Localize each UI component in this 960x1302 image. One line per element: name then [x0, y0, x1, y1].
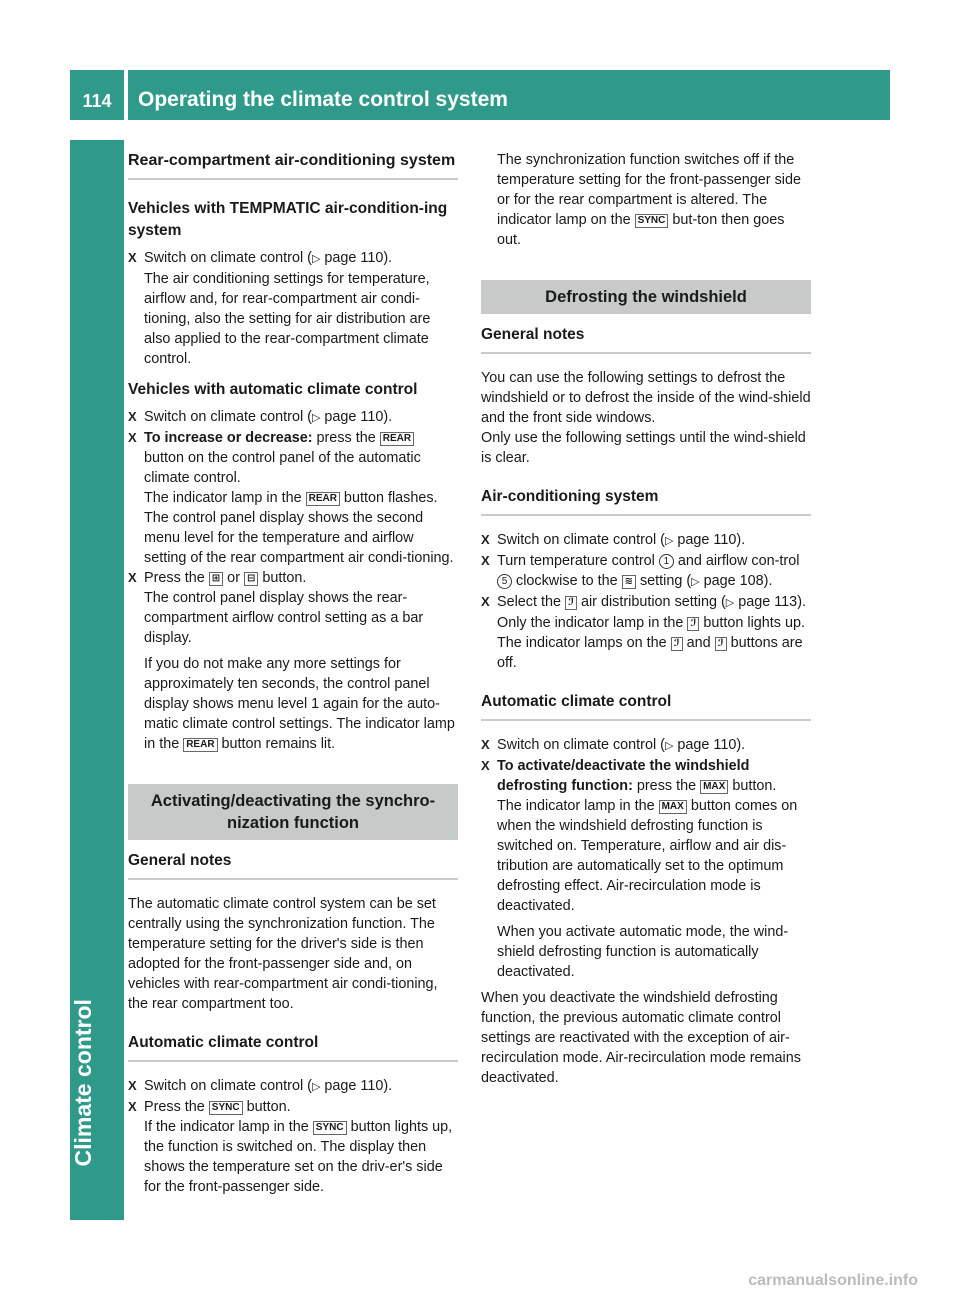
general-notes-p1: You can use the following settings to defrost the windshield or to defrost the inside of the wind-shield and the front side windows.: [481, 370, 811, 426]
page-ref-link[interactable]: page 110).: [324, 250, 393, 266]
control-1-icon: 1: [659, 554, 674, 569]
fan-increase-icon: ⊞: [209, 572, 223, 586]
list-item: X To activate/deactivate the windshield defrosting function: press the MAX button. The indicator lamp in the MAX button comes on when the windshield defrosting function is switched on. Temperature, airflow and air dis-tribution are automatically set to the optimum defrosting effect. Air-recirculation mode is deactivated. When you activate automatic mode, the wind-shield defrosting function is automatically deactivated.: [481, 756, 811, 982]
section-box-sync: Activating/deactivating the synchro-nization function: [128, 784, 458, 840]
list-item: X Press the ⊞ or ⊟ button. The control panel display shows the rear-compartment airflow control setting as a bar display. If you do not make any more settings for approximately ten seconds, the control panel display shows menu level 1 again for the auto-matic climate control settings. The indicator lamp in the REAR button remains lit.: [128, 568, 458, 754]
sync-button-icon: SYNC: [635, 214, 669, 228]
body-vent-icon: ℐ: [715, 637, 727, 651]
air-distribution-icon: ℐ: [687, 617, 699, 631]
list-item: X To increase or decrease: press the REAR button on the control panel of the automatic climate control. The indicator lamp in the REAR button flashes. The control panel display shows the second menu level for the temperature and airflow setting of the rear compartment air condi-tioning.: [128, 428, 458, 568]
heading-ac-system: Air-conditioning system: [481, 486, 811, 516]
page-ref-icon: ▷: [691, 576, 700, 588]
page-ref-link[interactable]: page 110).: [677, 737, 746, 753]
footer-watermark: carmanualsonline.info: [748, 1272, 918, 1289]
page-title: Operating the climate control system: [128, 70, 890, 120]
heading-tempmatic: Vehicles with TEMPMATIC air-condition-ing system: [128, 200, 448, 239]
heading-rear-ac: Rear-compartment air-conditioning system: [128, 150, 458, 180]
air-distribution-icon: ℐ: [565, 596, 577, 610]
rear-button-icon: REAR: [306, 492, 340, 506]
left-column: [128, 150, 458, 1197]
control-5-icon: 5: [497, 574, 512, 589]
list-item: X Turn temperature control 1 and airflow con-trol 5 clockwise to the ≋ setting (▷ page 108).: [481, 551, 811, 592]
list-item: X Switch on climate control (▷ page 110).: [481, 735, 811, 756]
sync-continued-text: The synchronization function switches off if the temperature setting for the front-passenger side or for the rear compartment is altered. The indicator lamp on the SYNC but-ton then goes out.: [497, 152, 801, 248]
list-item: X Switch on climate control (▷ page 110). The air conditioning settings for temperature, airflow and, for rear-compartment air condi-tioning, also the setting for air distribution are also applied to the rear-compartment climate control.: [128, 248, 458, 369]
defrost-icon: ≋: [622, 575, 636, 589]
section-box-defrost: Defrosting the windshield: [481, 280, 811, 314]
page-ref-icon: ▷: [311, 253, 321, 265]
side-tab-label-wrap: [70, 140, 124, 1220]
page-header: [70, 70, 890, 120]
heading-general-notes: General notes: [481, 324, 811, 354]
list-item: X Switch on climate control (▷ page 110).: [128, 1076, 458, 1097]
heading-auto-climate: Vehicles with automatic climate control: [128, 381, 418, 398]
max-defrost-icon: MAX: [659, 800, 687, 814]
heading-auto-climate: Automatic climate control: [481, 691, 811, 721]
list-item: X Switch on climate control (▷ page 110).: [128, 407, 458, 428]
closing-text: When you deactivate the windshield defrosting function, the previous automatic climate control settings are reactivated with the exception of air-recirculation mode. Air-recirculation mode remains deactivated.: [481, 990, 801, 1086]
heading-auto-climate-2: Automatic climate control: [128, 1032, 458, 1062]
page-ref-icon: ▷: [664, 535, 674, 547]
page-ref-link[interactable]: page 110).: [324, 409, 393, 425]
general-notes-p2: Only use the following settings until the wind-shield is clear.: [481, 430, 806, 466]
sync-button-icon: SYNC: [313, 1121, 347, 1135]
footwell-icon: ℐ: [671, 637, 683, 651]
max-defrost-icon: MAX: [700, 780, 728, 794]
page-ref-icon: ▷: [664, 740, 674, 752]
page-ref-icon: ▷: [311, 1081, 321, 1093]
page-ref-link[interactable]: page 110).: [677, 532, 746, 548]
list-item: X Select the ℐ air distribution setting (▷ page 113). Only the indicator lamp in the ℐ button lights up. The indicator lamps on the ℐ and ℐ buttons are off.: [481, 592, 811, 673]
list-item: X Switch on climate control (▷ page 110).: [481, 530, 811, 551]
sync-button-icon: SYNC: [209, 1101, 243, 1115]
rear-button-icon: REAR: [380, 432, 414, 446]
page-ref-link[interactable]: page 113).: [738, 594, 806, 610]
page-ref-link[interactable]: page 108).: [703, 573, 773, 589]
general-notes-text: The automatic climate control system can be set centrally using the synchronization function. The temperature setting for the driver's side is then adopted for the front-passenger side and, on vehicles with rear-compartment air condi-tioning, the rear compartment too.: [128, 896, 438, 1012]
right-column: [481, 150, 811, 1088]
page-number: 114: [70, 70, 124, 120]
page-ref-icon: ▷: [311, 412, 321, 424]
list-item: X Press the SYNC button. If the indicator lamp in the SYNC button lights up, the function is switched on. The display then shows the temperature set on the driv-er's side for the front-passenger side.: [128, 1097, 458, 1197]
heading-general-notes: General notes: [128, 850, 458, 880]
fan-decrease-icon: ⊟: [244, 572, 258, 586]
page-ref-link[interactable]: page 110).: [324, 1078, 393, 1094]
side-tab-label: Climate control: [70, 999, 96, 1167]
page-ref-icon: ▷: [725, 597, 735, 609]
rear-button-icon: REAR: [183, 738, 217, 752]
